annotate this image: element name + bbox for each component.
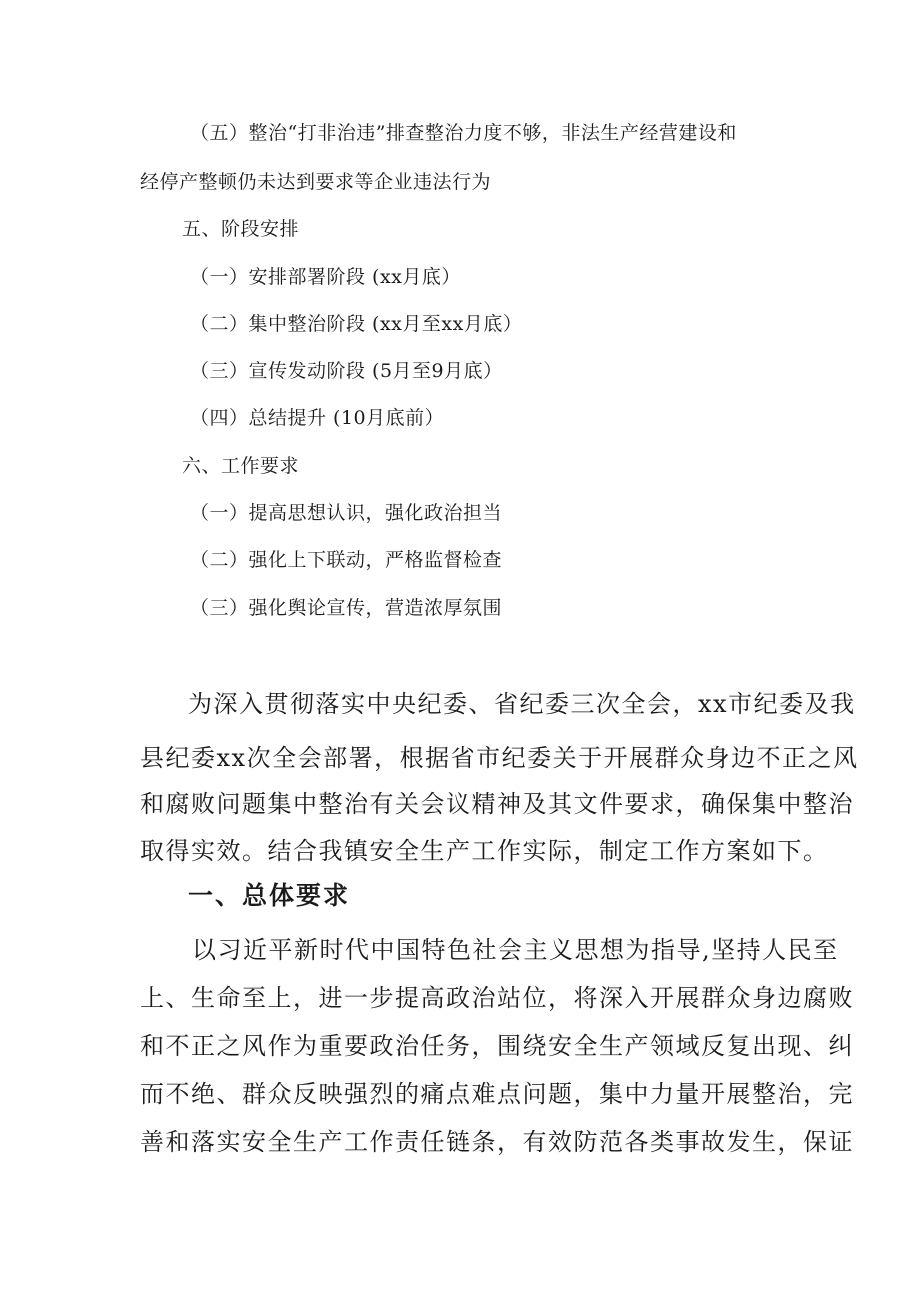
section-1-line-2: 上、生命至上，进一步提高政治站位，将深入开展群众身边腐败 <box>140 984 854 1012</box>
section-6-title: 六、工作要求 <box>182 455 300 477</box>
stage-3: （三）宣传发动阶段 (5月至9月底） <box>190 360 503 382</box>
section-1-title: 一、总体要求 <box>188 881 351 910</box>
item-5-line-2: 经停产整顿仍未达到要求等企业违法行为 <box>140 171 492 193</box>
item-5-line-1: （五）整治“打非治违”排查整治力度不够，非法生产经营建设和 <box>190 122 737 144</box>
intro-line-3: 和腐败问题集中整治有关会议精神及其文件要求，确保集中整治 <box>140 790 854 818</box>
requirement-3: （三）强化舆论宣传，营造浓厚氛围 <box>190 597 503 619</box>
section-1-line-4: 而不绝、群众反映强烈的痛点难点问题，集中力量开展整治，完 <box>140 1080 854 1108</box>
section-5-title: 五、阶段安排 <box>182 218 300 240</box>
section-1-line-1: 以习近平新时代中国特色社会主义思想为指导,坚持人民至 <box>192 936 839 964</box>
requirement-1: （一）提高思想认识，强化政治担当 <box>190 502 503 524</box>
intro-line-1: 为深入贯彻落实中央纪委、省纪委三次全会，xx市纪委及我 <box>188 690 856 718</box>
requirement-2: （二）强化上下联动，严格监督检查 <box>190 549 503 571</box>
stage-4: （四）总结提升 (10月底前） <box>190 407 445 429</box>
stage-2: （二）集中整治阶段 (xx月至xx月底） <box>190 313 523 335</box>
intro-line-2: 县纪委xx次全会部署，根据省市纪委关于开展群众身边不正之风 <box>140 744 859 772</box>
section-1-line-5: 善和落实安全生产工作责任链条，有效防范各类事故发生，保证 <box>140 1128 854 1156</box>
intro-line-4: 取得实效。结合我镇安全生产工作实际，制定工作方案如下。 <box>140 837 829 865</box>
stage-1: （一）安排部署阶段 (xx月底） <box>190 266 461 288</box>
section-1-line-3: 和不正之风作为重要政治任务，围绕安全生产领域反复出现、纠 <box>140 1032 854 1060</box>
